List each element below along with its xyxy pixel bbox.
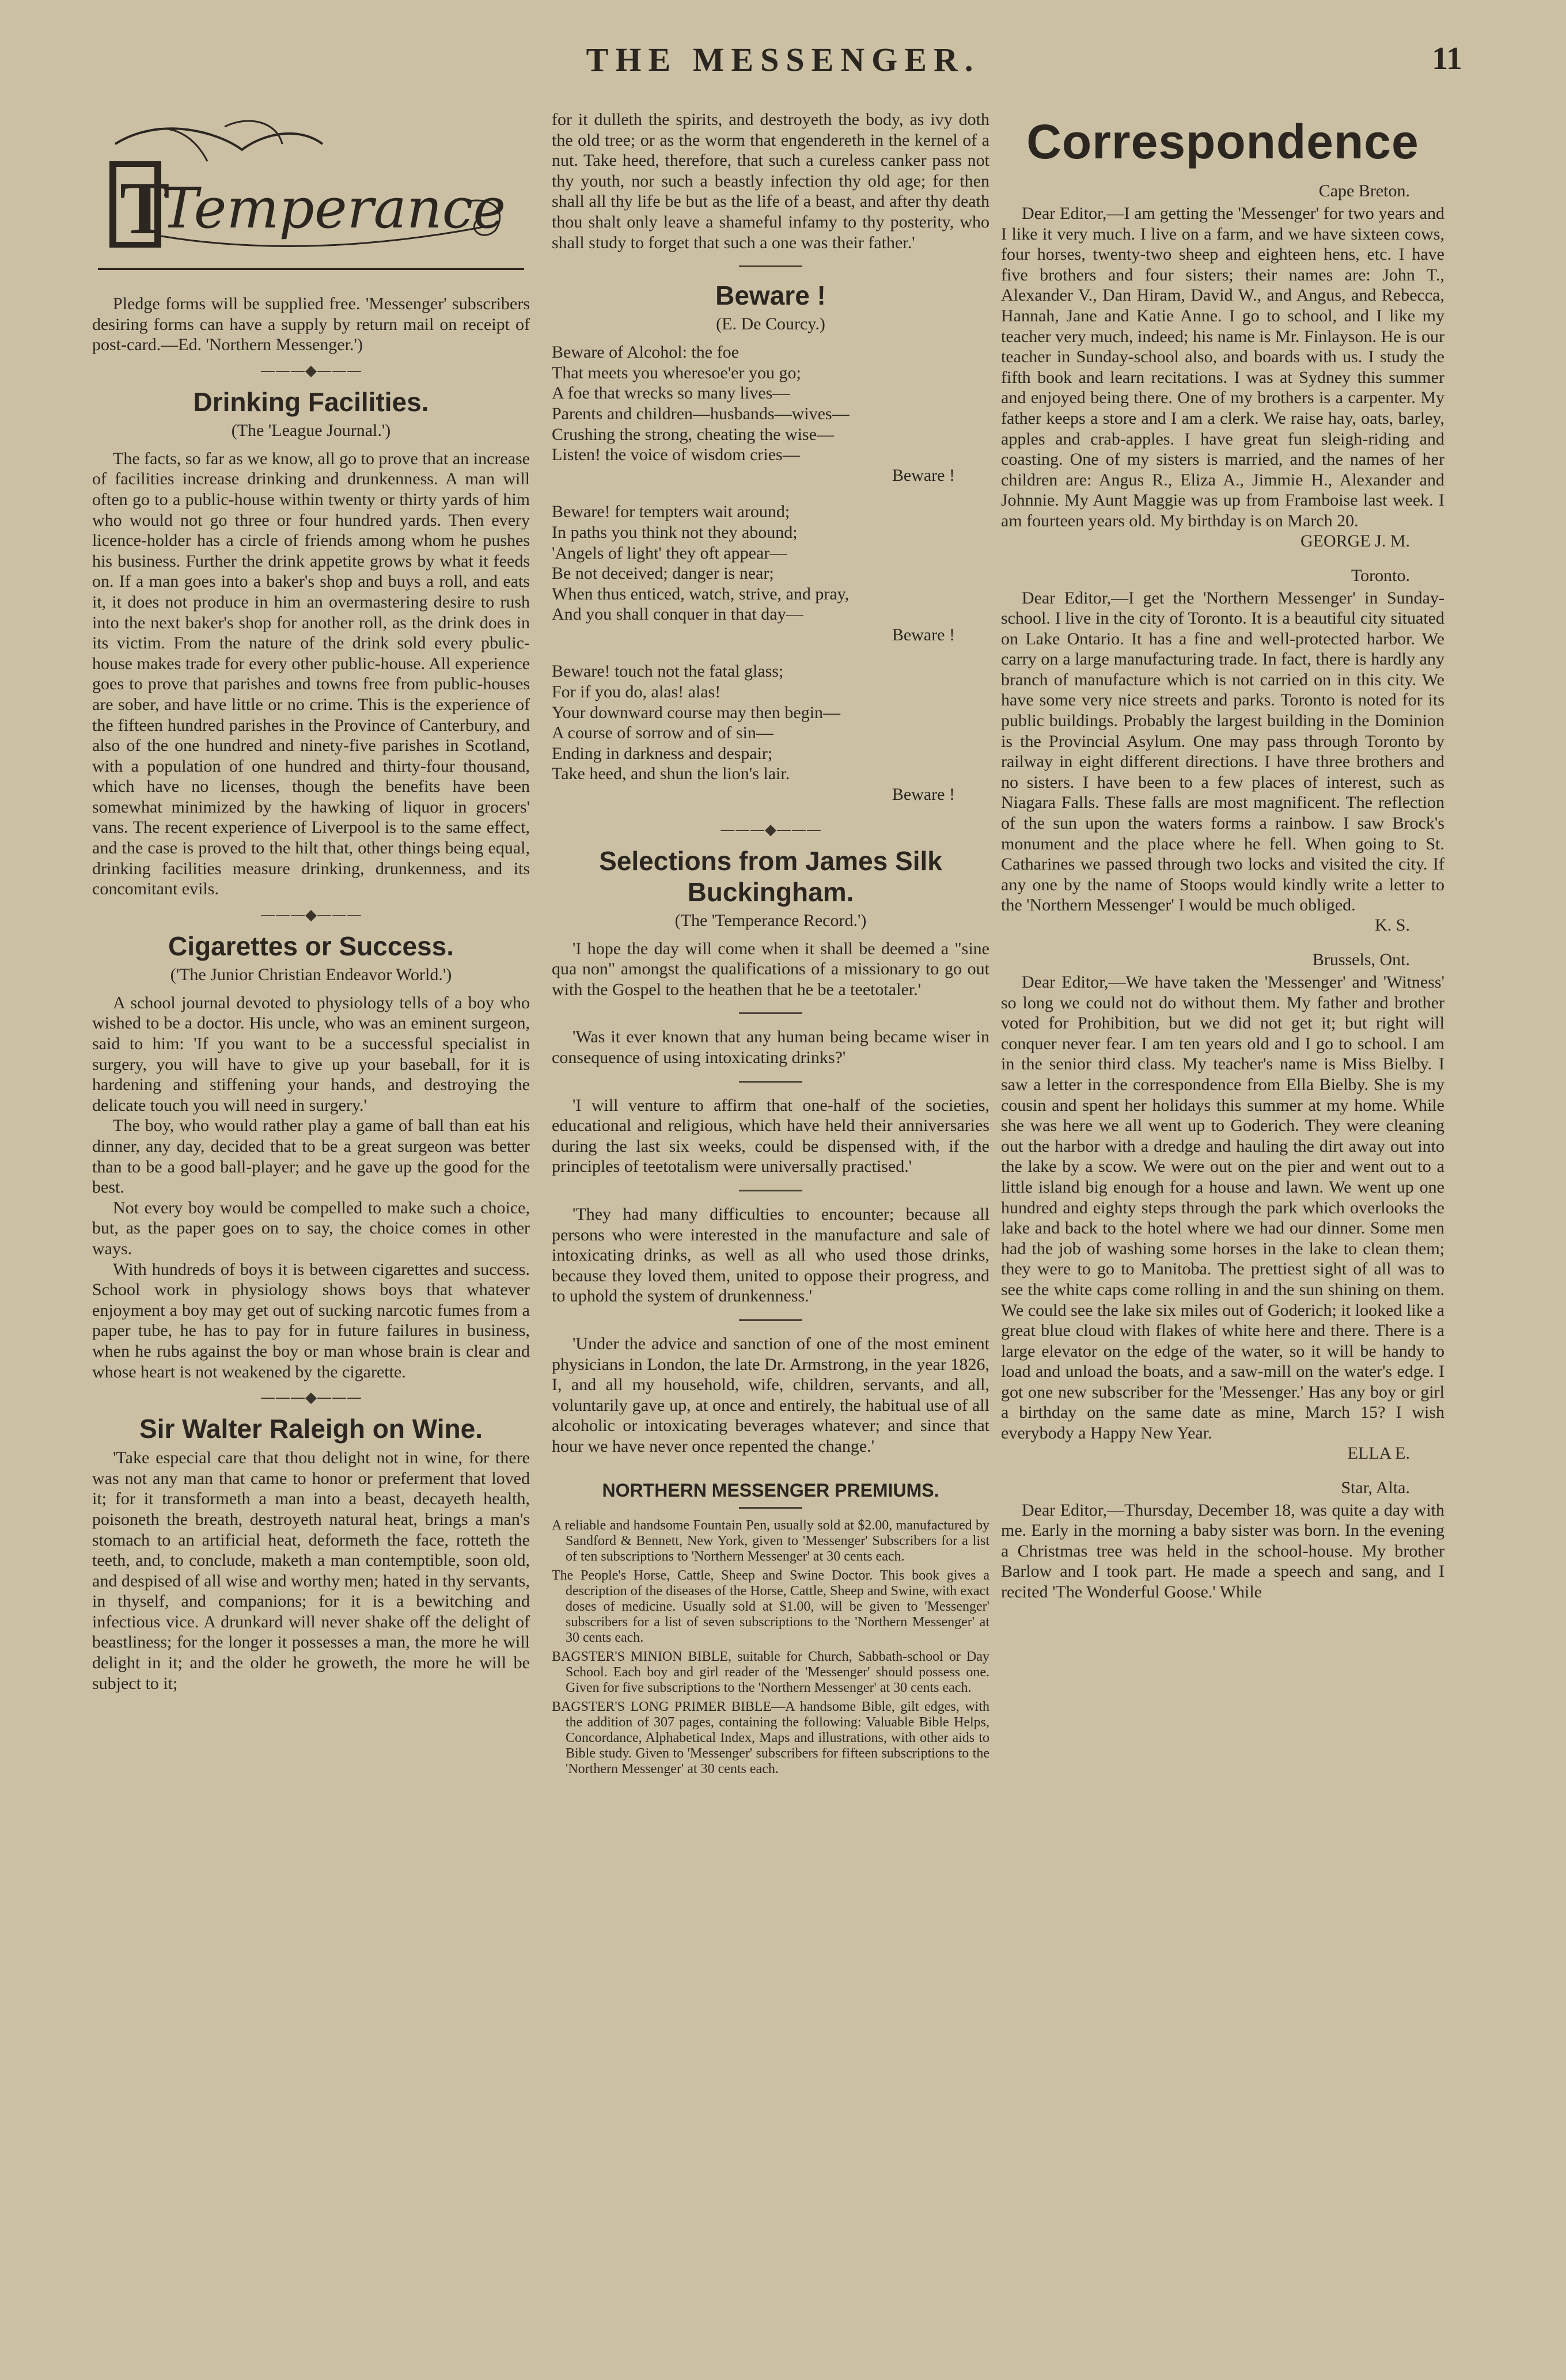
premium-item: The People's Horse, Cattle, Sheep and Swine Doctor. This book gives a description of the diseases of the Horse, Cattle, Sheep and Swine, with exact doses of medicine. Usually sold at $1.00, will be given to 'Messenger' subscribers for a list of seven subscriptions to the 'Northern Messenger' at 30 cents each. [552, 1567, 989, 1645]
poem-refrain: Beware ! [892, 785, 955, 804]
ornament-divider: ———◆——— [260, 362, 362, 379]
premium-item: BAGSTER'S LONG PRIMER BIBLE—A handsome Bible, gilt edges, with the addition of 307 pages, containing the following: Valuable Bible Helps, Concordance, Alphabetical Index, Maps and illustrations, with other aids to Bible study. Given to 'Messenger' subscribers for fifteen subscriptions to the 'Northern Messenger' at 30 cents each. [552, 1699, 989, 1777]
letter-place: Star, Alta. [1341, 1478, 1410, 1497]
poem-refrain: Beware ! [892, 625, 955, 644]
letter-text: Dear Editor,—Thursday, December 18, was quite a day with me. Early in the morning a baby sister was born. In the evening a Christmas tree was held in the school-house. My brother Barlow and I took part. He made a speech and sang, and I recited 'The Wonderful Goose.' While [1001, 1500, 1444, 1602]
short-rule [739, 1319, 802, 1321]
poem-line: A course of sorrow and of sin— [552, 723, 773, 743]
letter-place: Brussels, Ont. [1312, 950, 1410, 969]
poem-line: 'Angels of light' they oft appear— [552, 543, 787, 563]
letter-text: Dear Editor,—I am getting the 'Messenger' for two years and I like it very much. I live on a farm, and we have sixteen cows, four horses, twenty-two sheep and eighteen hens, etc. I have five brothers and four sisters; their names are: John T., Alexander V., Dan Hiram, David W., and Angus, and Rebecca, Hannah, Jane and Katie Anne. I go to school, and I like my teacher very much, indeed; his name is Mr. Finlayson. He is our teacher in Sunday-school also, and boards with us. I study the fifth book and learn recitations. I was at Sydney this summer and enjoyed being there. One of my brothers is a carpenter. My father keeps a store and I am a clerk. We raise hay, oats, barley, apples and crab-apples. I have great fun sleigh-riding and coasting. One of my sisters is married, and the names of her children are: Angus R., Eliza A., Jimmie H., Alexander and Johnnie. My Aunt Maggie was up from Framboise last week. I am fourteen years old. My birthday is on March 20. [1001, 204, 1444, 530]
short-rule [739, 1190, 802, 1191]
pledge-notice: Pledge forms will be supplied free. 'Messenger' subscribers desiring forms can have a supply by return mail on receipt of post-card.—Ed. 'Northern Messenger.') [92, 294, 530, 355]
cigarettes-paragraph: A school journal devoted to physiology tells of a boy who wished to be a doctor. His uncle, who was an eminent surgeon, said to him: 'If you want to be a successful specialist in surgery, you will have to give up your baseball, for it is hardening and stiffening your hands, and destroying the delicate touch you will need in surgery.' [92, 993, 530, 1115]
drinking-source: (The 'League Journal.') [231, 420, 391, 440]
poem-refrain: Beware ! [892, 465, 955, 485]
poem-line: Your downward course may then begin— [552, 703, 841, 722]
poem-stanza [552, 502, 989, 645]
page-number: 11 [1432, 41, 1462, 77]
ornament-divider: ———◆——— [260, 906, 362, 924]
poem-line: Crushing the strong, cheating the wise— [552, 424, 834, 444]
short-rule [739, 1507, 802, 1509]
poem-line: Beware! touch not the fatal glass; [552, 662, 784, 681]
short-rule [739, 265, 802, 267]
letter-place: Cape Breton. [1318, 181, 1410, 200]
temperance-logo [92, 109, 530, 282]
cigarettes-title: Cigarettes or Success. [168, 931, 454, 961]
temperance-logo-art [92, 109, 530, 282]
buckingham-source: (The 'Temperance Record.') [674, 910, 867, 930]
raleigh-text-part1: 'Take especial care that thou delight not in wine, for there was not any man that came to honor or preferment that loved it; for it transformeth a man into a beast, decayeth health, poisoneth the breath, destroyeth natural heat, brings a man's stomach to an artificial heat, deformeth the face, rotteth the teeth, and, to conclude, maketh a man contemptible, soon old, and despised of all wise and worthy men; hated in thy servants, in thyself, and companions; for it is a bewitching and infectious vice. A drunkard will never shake off the delight of beastliness; for the longer it possesses a man, the more he will delight in it; and the older he groweth, the more he will be subject to it; [92, 1448, 530, 1693]
poem-stanza [552, 661, 989, 804]
temperance-logo-text: Temperance [161, 176, 506, 241]
column-1 [92, 109, 530, 1694]
poem-line: A foe that wrecks so many lives— [552, 384, 790, 403]
correspondence-title: Correspondence [1026, 115, 1419, 169]
premium-item: A reliable and handsome Fountain Pen, usually sold at $2.00, manufactured by Sandford & Bennett, New York, given to 'Messenger' Subscribers for a list of ten subscriptions to 'Northern Messenger' at 30 cents each. [552, 1517, 989, 1564]
letter-signature: GEORGE J. M. [1300, 531, 1410, 551]
masthead: THE MESSENGER. [586, 41, 980, 78]
raleigh-title: Sir Walter Raleigh on Wine. [139, 1414, 483, 1444]
beware-title: Beware ! [715, 280, 826, 311]
letter-signature: K. S. [1375, 916, 1410, 935]
buckingham-quote: 'They had many difficulties to encounter; because all persons who were interested in the manufacture and sale of intoxicating drinks, as well as all who used those drinks, because they loved them, united to oppose their progress, and to uphold the system of drunkenness.' [552, 1204, 989, 1306]
poem-line: In paths you think not they abound; [552, 522, 798, 542]
poem-line: Beware of Alcohol: the foe [552, 343, 739, 362]
raleigh-text-part2: for it dulleth the spirits, and destroyeth the body, as ivy doth the old tree; or as the worm that engendereth in the kernel of a nut. Take heed, therefore, that such a cureless canker pass not thy youth, nor such a beastly infection thy old age; for then shall all thy life be but as the life of a beast, and after thy death thou shalt only leave a shameful infamy to thy posterity, who shall study to forget that such a one was their father.' [552, 110, 989, 252]
poem-line: For if you do, alas! alas! [552, 682, 721, 702]
column-2 [552, 109, 989, 1781]
poem-line: Listen! the voice of wisdom cries— [552, 445, 800, 465]
poem-stanza [552, 342, 989, 485]
buckingham-title: Selections from James Silk Buckingham. [599, 845, 942, 907]
cigarettes-paragraph: The boy, who would rather play a game of ball than eat his dinner, any day, decided that to be a great surgeon was better than to be a good ball-player; and he gave up the good for the best. [92, 1116, 530, 1197]
poem-line: That meets you wheresoe'er you go; [552, 363, 801, 382]
buckingham-quote: 'Under the advice and sanction of one of the most eminent physicians in London, the late Dr. Armstrong, in the year 1826, I, and all my household, wife, children, servants, and all, voluntarily gave up, at once and entirely, the habitual use of all alcoholic or intoxicating beverages whatever; and since that hour we have never once repented the change.' [552, 1334, 989, 1456]
short-rule [739, 1012, 802, 1014]
cigarettes-paragraph: With hundreds of boys it is between cigarettes and success. School work in physiology shows boys that whatever enjoyment a boy may get out of sucking narcotic fumes from a paper tube, he has to pay for in future failures in business, when he rubs against the boy or man whose brain is clear and whose heart is not weakened by the cigarette. [92, 1259, 530, 1381]
short-rule [739, 1081, 802, 1083]
buckingham-quote: 'Was it ever known that any human being became wiser in consequence of using intoxicating drinks?' [552, 1027, 989, 1067]
cigarettes-source: ('The Junior Christian Endeavor World.') [170, 965, 452, 984]
poem-line: Beware! for tempters wait around; [552, 502, 790, 522]
column-3 [1001, 109, 1444, 1603]
letter-text: Dear Editor,—I get the 'Northern Messenger' in Sunday-school. I live in the city of Toronto. It is a beautiful city situated on Lake Ontario. It has a fine and well-protected harbor. We carry on a large manufacturing trade. In fact, there is hardly any branch of manufacture which is not carried on in this city. We have some very nice streets and parks. Toronto is noted for its public buildings. Probably the largest building in the Dominion is the Provincial Asylum. One may pass through Toronto by railway in eight different directions. I have three brothers and no sisters. I have been to a few places of interest, such as Niagara Falls. These falls are most magnificent. The reflection of the sun upon the waters forms a rainbow. I saw Brock's monument and the place where he fell. When going to St. Catharines we passed through two locks and visited the city. If any one by the name of Stoops would kindly write a letter to the 'Northern Messenger' I would be much obliged. [1001, 588, 1444, 915]
ornament-divider: ———◆——— [720, 821, 821, 838]
poem-line: Take heed, and shun the lion's lair. [552, 764, 790, 784]
letter-place: Toronto. [1351, 565, 1410, 585]
poem-line: Ending in darkness and despair; [552, 743, 773, 763]
ornament-divider: ———◆——— [260, 1389, 362, 1407]
poem-line: When thus enticed, watch, strive, and pray, [552, 584, 850, 603]
svg-text:T: T [120, 167, 170, 250]
premiums-title: NORTHERN MESSENGER PREMIUMS. [602, 1479, 939, 1501]
poem-line: Be not deceived; danger is near; [552, 564, 774, 583]
poem-line: Parents and children—husbands—wives— [552, 404, 850, 423]
drinking-text: The facts, so far as we know, all go to prove that an increase of facilities increase drinking and drunkenness. A man will often go to a public-house within twenty or thirty yards of him who would not go three or four hundred yards. Then every licence-holder has a circle of friends among whom he pushes his business. Further the drink appetite grows by what it feeds on. If a man goes into a baker's shop and buys a roll, and eats it, it does not produce in him an overmastering desire to rush into the next baker's shop for another roll, as the drink does in its victim. From the nature of the drink sold every pbulic-house makes trade for every other public-house. All experience goes to prove that parishes and towns free from public-houses are sober, and have little or no crime. This is the experience of the fifteen hundred parishes in the Province of Canterbury, and also of the one hundred and ninety-five parishes in Scotland, with a population of one hundred and thirty-four thousand, which have no licenses, though the benefits have been somewhat minimized by the hawking of liquor in grocers' vans. The recent experience of Liverpool is to the same effect, and the case is proved to the hilt that, other things being equal, drinking facilities measure drinking, drunkenness, and its concomitant evils. [92, 449, 530, 899]
cigarettes-paragraph: Not every boy would be compelled to make such a choice, but, as the paper goes on to say, the choice comes in other ways. [92, 1198, 530, 1258]
premium-item: BAGSTER'S MINION BIBLE, suitable for Church, Sabbath-school or Day School. Each boy and girl reader of the 'Messenger' should possess one. Given for five subscriptions to the 'Northern Messenger' at 30 cents each. [552, 1649, 989, 1695]
drinking-title: Drinking Facilities. [193, 386, 429, 417]
beware-author: (E. De Courcy.) [716, 314, 825, 334]
letter-text: Dear Editor,—We have taken the 'Messenger' and 'Witness' so long we could not do without them. My father and brother voted for Prohibition, but we did not get it; but right will conquer never fear. I am ten years old and I go to school. I am in the senior third class. My teacher's name is Miss Bielby. I saw a letter in the correspondence from Ella Bielby. She is my cousin and spent her holidays this summer at my home. While she was here we all went up to Goderich. They were cleaning out the harbor with a dredge and hauling the dirt away out into the lake by a scow. We were out on the pier and went out to a little island big enough for a house and lawn. We went up one hundred and eighty steps through the park which overlooks the lake and back to the hotel where we had our dinner. Some men had the job of washing some horses in the lake to clean them; they were to go to Manitoba. The prettiest sight of all was to see the white caps come rolling in and the sun shining on them. We could see the lake six miles out of Goderich; it looked like a great blue cloud with flakes of white here and there. There is a large elevator on the edge of the water, so it will be handy to load and unload the boats, and a saw-mill on the water's edge. I got one new subscriber for the 'Messenger.' Has any boy or girl a birthday on the same date as mine, March 15? I wish everybody a Happy New Year. [1001, 973, 1444, 1443]
buckingham-quote: 'I will venture to affirm that one-half of the societies, educational and religious, which have held their anniversaries during the last six weeks, could be dispensed with, if the principles of teetotalism were universally practised.' [552, 1095, 989, 1176]
letter-signature: ELLA E. [1347, 1443, 1410, 1463]
poem-line: And you shall conquer in that day— [552, 605, 803, 624]
buckingham-quote: 'I hope the day will come when it shall be deemed a "sine qua non" amongst the qualifications of a missionary to go out with the Gospel to the heathen that he be a teetotaler.' [552, 939, 989, 999]
